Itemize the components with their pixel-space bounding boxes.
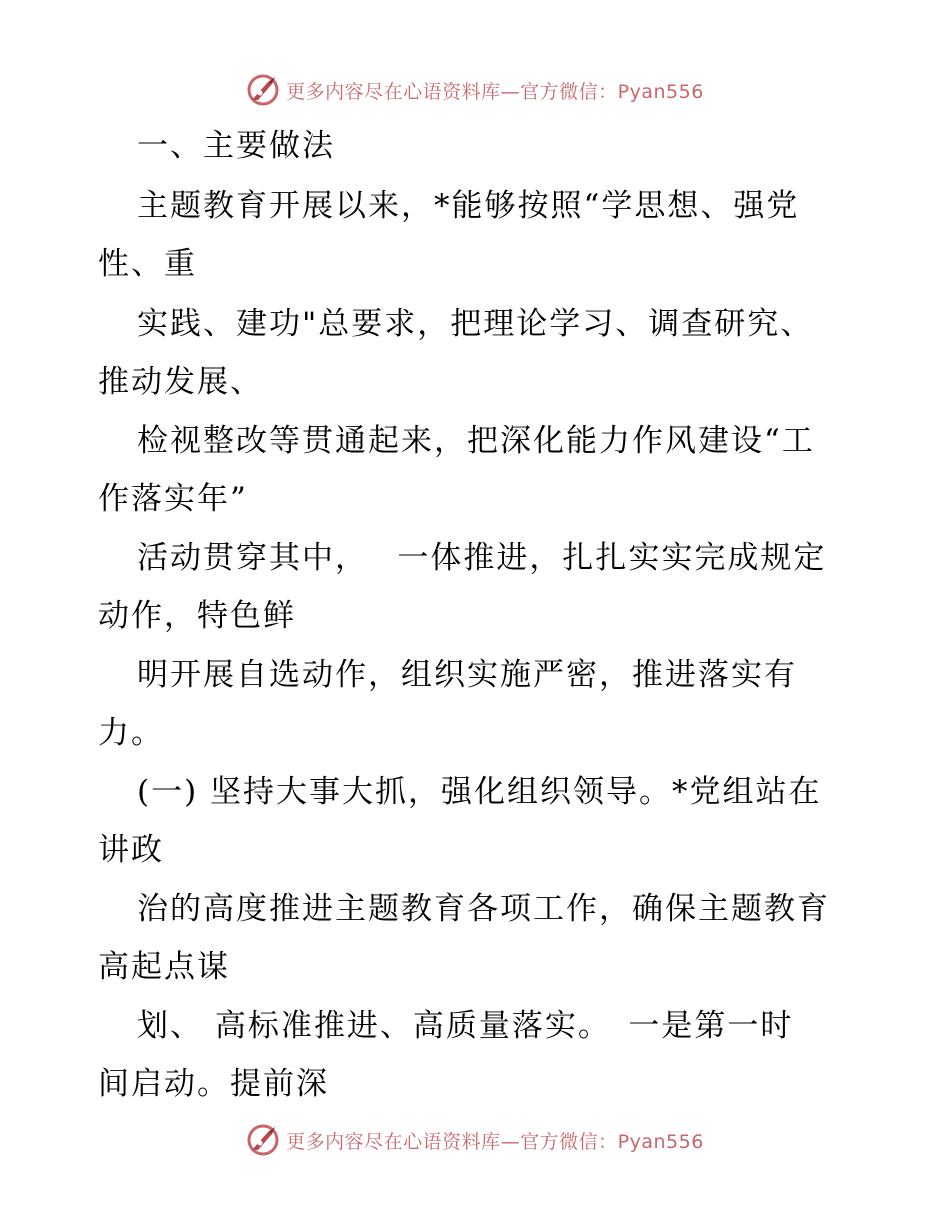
- paragraph-line: 检视整改等贯通起来，把深化能力作风建设“工: [137, 423, 815, 459]
- paragraph-line: 力。: [98, 715, 164, 751]
- quill-logo-icon: [246, 1123, 280, 1157]
- paragraph-line: 动作，特色鲜: [98, 598, 296, 634]
- footer-watermark: [0, 1120, 950, 1160]
- paragraph-line: 间启动。提前深: [98, 1066, 329, 1102]
- paragraph-line: 治的高度推进主题教育各项工作，确保主题教育: [137, 891, 830, 927]
- paragraph-line: 作落实年”: [98, 481, 248, 517]
- paragraph-line: 明开展自选动作，组织实施严密，推进落实有: [137, 657, 797, 693]
- section-heading: 一、主要做法: [137, 128, 335, 164]
- paragraph-line: 高起点谋: [98, 949, 230, 985]
- paragraph-line: 活动贯穿其中， 一体推进，扎扎实实完成规定: [137, 540, 827, 576]
- paragraph-line: 实践、建功"总要求，把理论学习、调查研究、: [137, 306, 814, 342]
- watermark-text: 更多内容尽在心语资料库—官方微信：Pyan556: [286, 80, 704, 103]
- subheading-line: (一) 坚持大事大抓，强化组织领导。*党组站在: [137, 774, 822, 810]
- paragraph-line: 划、 高标准推进、高质量落实。 一是第一时: [137, 1008, 794, 1044]
- paragraph-line: 性、重: [98, 246, 197, 282]
- paragraph-line: 推动发展、: [98, 364, 263, 400]
- paragraph-line: 讲政: [98, 832, 164, 868]
- paragraph-line: 主题教育开展以来，*能够按照“学思想、强党: [137, 188, 800, 224]
- watermark-text: 更多内容尽在心语资料库—官方微信：Pyan556: [286, 1130, 704, 1153]
